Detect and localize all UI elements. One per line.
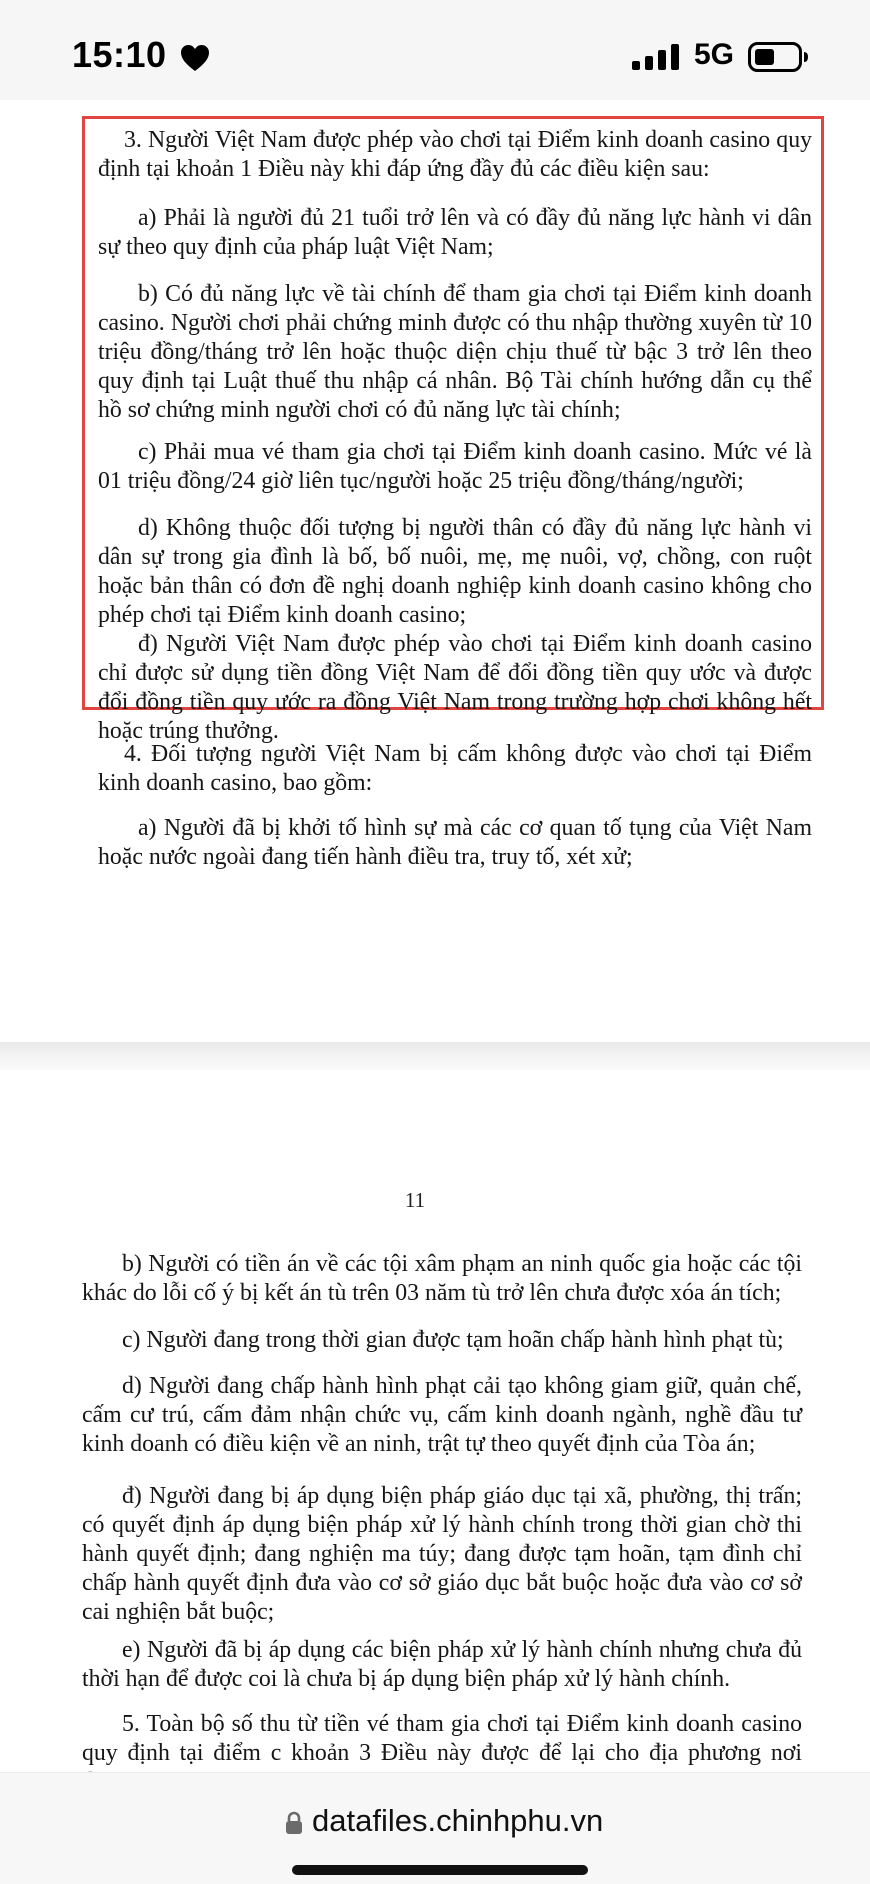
cropped-text-line <box>0 100 870 112</box>
page-number: 11 <box>404 1188 426 1212</box>
document-page <box>0 1070 870 1770</box>
paragraph: d) Không thuộc đối tượng bị người thân có đầy đủ năng lực hành vi dân sự trong gia đình là bố, bố nuôi, mẹ, mẹ nuôi, vợ, chồng, con ruột hoặc bản thân có đơn đề nghị doanh nghiệp kinh doanh casino không cho phép chơi tại Điểm kinh doanh casino; <box>98 515 812 628</box>
paragraph: đ) Người Việt Nam được phép vào chơi tại Điểm kinh doanh casino chỉ được sử dụng tiền đồng Việt Nam để đổi đồng tiền quy ước và được đổi đồng tiền quy ước ra đồng Việt Nam trong trường hợp chơi không hết hoặc trúng thưởng. <box>98 631 812 744</box>
browser-address-bar[interactable] <box>0 1772 870 1884</box>
heart-icon <box>180 44 210 72</box>
network-type: 5G <box>694 38 735 71</box>
paragraph: a) Phải là người đủ 21 tuổi trở lên và có đầy đủ năng lực hành vi dân sự theo quy định của pháp luật Việt Nam; <box>98 205 812 260</box>
signal-icon <box>632 44 684 70</box>
paragraph: d) Người đang chấp hành hình phạt cải tạo không giam giữ, quản chế, cấm cư trú, cấm đảm nhận chức vụ, cấm kinh doanh ngành, nghề đầu tư kinh doanh có điều kiện về an ninh, trật tự theo quyết định của Tòa án; <box>82 1373 802 1457</box>
status-time: 15:10 <box>72 34 167 75</box>
paragraph: c) Phải mua vé tham gia chơi tại Điểm kinh doanh casino. Mức vé là 01 triệu đồng/24 giờ liên tục/người hoặc 25 triệu đồng/tháng/người; <box>98 439 812 494</box>
paragraph: b) Người có tiền án về các tội xâm phạm an ninh quốc gia hoặc các tội khác do lỗi cố ý bị kết án tù trên 03 năm tù trở lên chưa được xóa án tích; <box>82 1251 802 1306</box>
status-bar <box>0 0 870 112</box>
paragraph: b) Có đủ năng lực về tài chính để tham gia chơi tại Điểm kinh doanh casino. Người chơi phải chứng minh được có thu nhập thường xuyên từ 10 triệu đồng/tháng trở lên hoặc thuộc diện chịu thuế từ bậc 3 trở lên theo quy định tại Luật thuế thu nhập cá nhân. Bộ Tài chính hướng dẫn cụ thể hồ sơ chứng minh người chơi có đủ năng lực tài chính; <box>98 281 812 423</box>
paragraph: a) Người đã bị khởi tố hình sự mà các cơ quan tố tụng của Việt Nam hoặc nước ngoài đang tiến hành điều tra, truy tố, xét xử; <box>98 815 812 870</box>
paragraph: đ) Người đang bị áp dụng biện pháp giáo dục tại xã, phường, thị trấn; có quyết định áp dụng biện pháp xử lý hành chính trong thời gian chờ thi hành quyết định; đang nghiện ma túy; đang được tạm hoãn, tạm đình chỉ chấp hành quyết định đưa vào cơ sở giáo dục bắt buộc hoặc đưa vào cơ sở cai nghiện bắt buộc; <box>82 1483 802 1625</box>
paragraph: e) Người đã bị áp dụng các biện pháp xử lý hành chính nhưng chưa đủ thời hạn để được coi là chưa bị áp dụng biện pháp xử lý hành chính. <box>82 1637 802 1692</box>
paragraph: 5. Toàn bộ số thu từ tiền vé tham gia chơi tại Điểm kinh doanh casino quy định tại điểm c khoản 3 Điều này được để lại cho địa phương nơi <box>82 1711 802 1766</box>
lock-icon <box>285 1811 303 1835</box>
paragraph: 3. Người Việt Nam được phép vào chơi tại Điểm kinh doanh casino quy định tại khoản 1 Điều này khi đáp ứng đầy đủ các điều kiện sau: <box>98 127 812 182</box>
home-indicator[interactable] <box>292 1865 588 1875</box>
url-text[interactable]: datafiles.chinhphu.vn <box>312 1803 604 1838</box>
paragraph: c) Người đang trong thời gian được tạm hoãn chấp hành hình phạt tù; <box>122 1327 784 1353</box>
paragraph: 4. Đối tượng người Việt Nam bị cấm không được vào chơi tại Điểm kinh doanh casino, bao gồm: <box>98 741 812 796</box>
battery-icon <box>748 42 810 72</box>
page-separator <box>0 1042 870 1070</box>
document-page <box>0 100 870 1040</box>
